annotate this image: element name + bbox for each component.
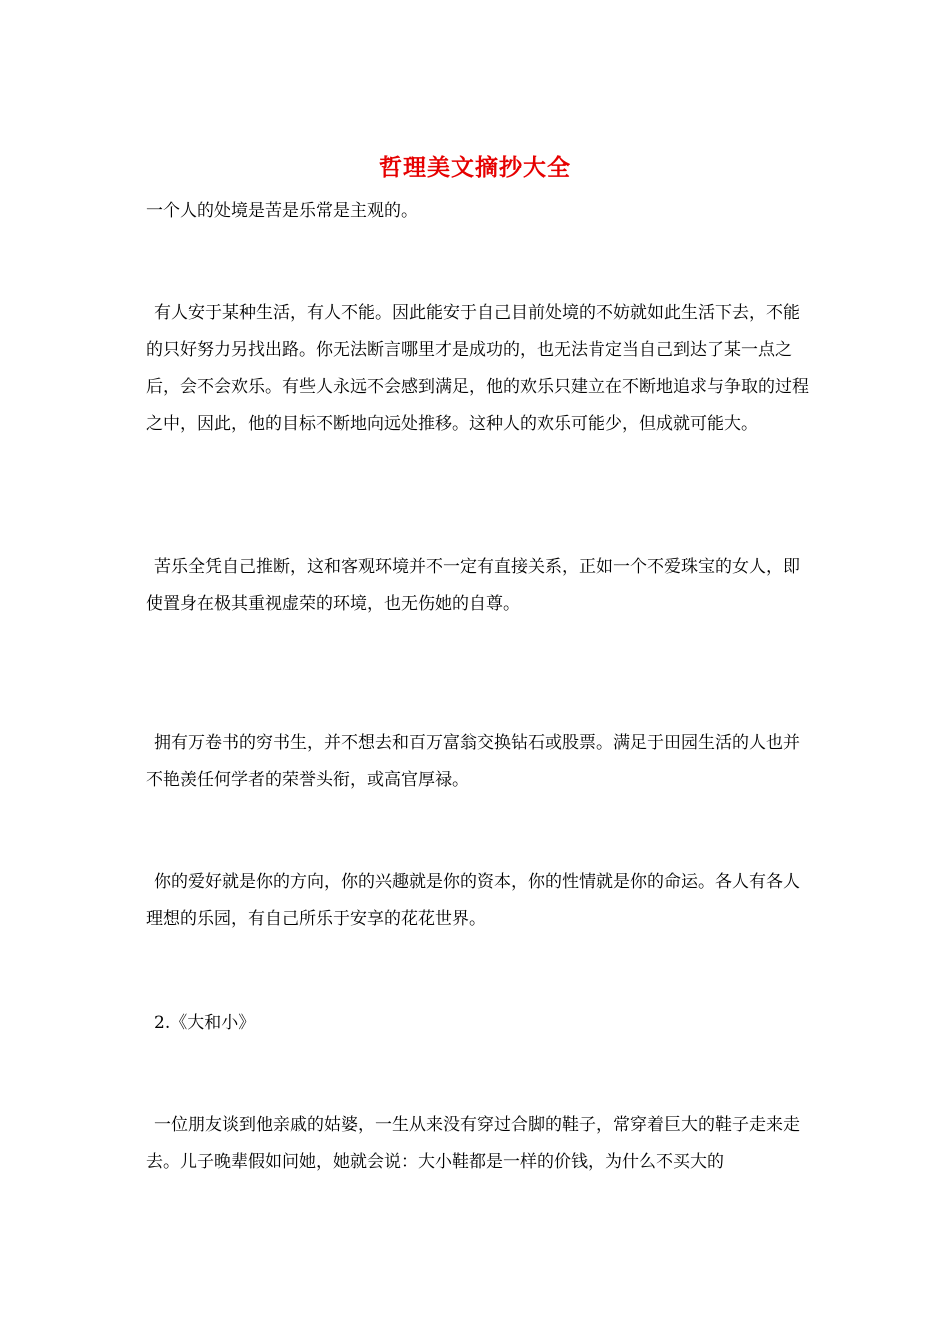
section-heading: 2.《大和小》 xyxy=(154,1013,256,1033)
paragraph-3: 拥有万卷书的穷书生，并不想去和百万富翁交换钻石或股票。满足于田园生活的人也并不艳羡任何学者的荣誉头衔，或高官厚禄。 xyxy=(146,733,800,790)
paragraph-2: 苦乐全凭自己推断，这和客观环境并不一定有直接关系，正如一个不爱珠宝的女人，即使置身在极其重视虚荣的环境，也无伤她的自尊。 xyxy=(146,557,800,614)
paragraph-4: 你的爱好就是你的方向，你的兴趣就是你的资本，你的性情就是你的命运。各人有各人理想的乐园，有自己所乐于安享的花花世界。 xyxy=(146,872,800,929)
paragraph-intro: 一个人的处境是苦是乐常是主观的。 xyxy=(146,201,418,221)
paragraph-1: 有人安于某种生活，有人不能。因此能安于自己目前处境的不妨就如此生活下去，不能的只好努力另找出路。你无法断言哪里才是成功的，也无法肯定当自己到达了某一点之后，会不会欢乐。有些人永远不会感到满足，他的欢乐只建立在不断地追求与争取的过程之中，因此，他的目标不断地向远处推移。这种人的欢乐可能少，但成就可能大。 xyxy=(146,303,809,434)
page-title: 哲理美文摘抄大全 xyxy=(379,154,571,181)
paragraph-5: 一位朋友谈到他亲戚的姑婆，一生从来没有穿过合脚的鞋子，常穿着巨大的鞋子走来走去。儿子晚辈假如问她，她就会说：大小鞋都是一样的价钱，为什么不买大的 xyxy=(146,1115,800,1172)
